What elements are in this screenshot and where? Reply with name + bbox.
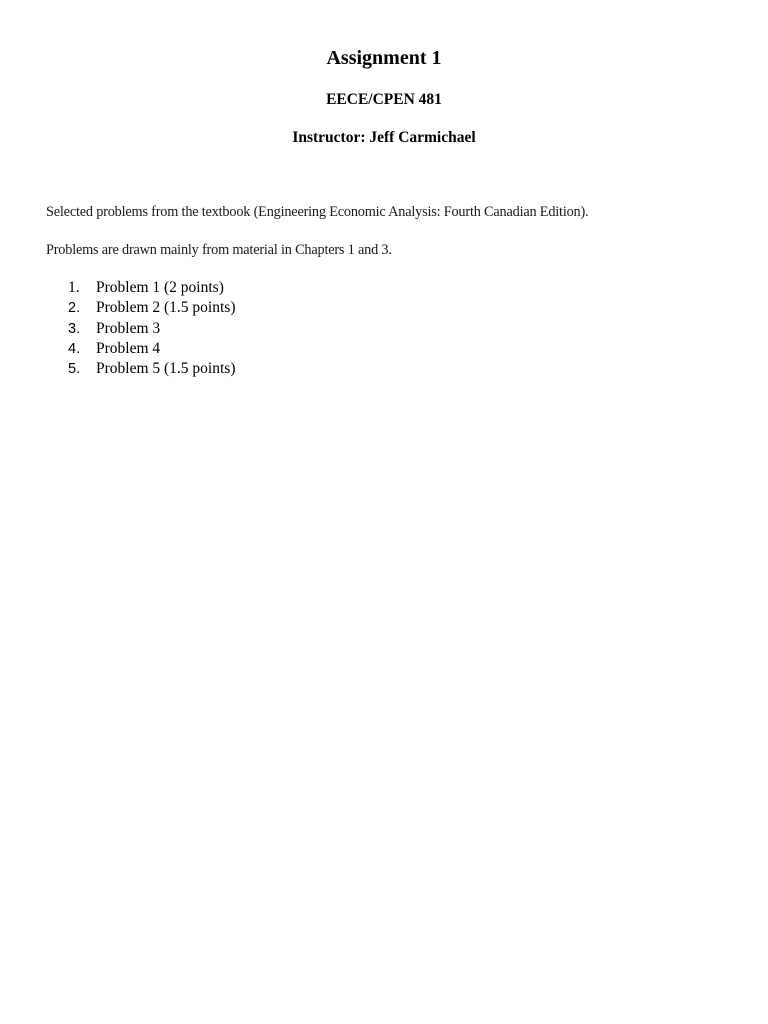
list-item-label: Problem 5 (1.5 points) xyxy=(96,360,236,378)
list-item-label: Problem 4 xyxy=(96,339,161,357)
list-item-label: Problem 3 xyxy=(96,319,161,337)
list-item-label: Problem 1 (2 points) xyxy=(96,279,224,296)
page-title: Assignment 1 xyxy=(326,47,442,69)
instructor-line: Instructor: Jeff Carmichael xyxy=(292,129,476,146)
course-code: EECE/CPEN 481 xyxy=(326,91,442,108)
list-item-number: 3. xyxy=(68,320,81,337)
intro-paragraph: Selected problems from the textbook (Engineering Economic Analysis: Fourth Canadian Edition). xyxy=(46,204,589,220)
chapters-paragraph: Problems are drawn mainly from material in Chapters 1 and 3. xyxy=(46,242,392,258)
list-item-number: 5. xyxy=(68,361,81,378)
list-item-number: 1. xyxy=(68,279,80,296)
list-item-label: Problem 2 (1.5 points) xyxy=(96,299,236,317)
list-item-number: 2. xyxy=(68,300,81,317)
list-item-number: 4. xyxy=(68,340,81,357)
